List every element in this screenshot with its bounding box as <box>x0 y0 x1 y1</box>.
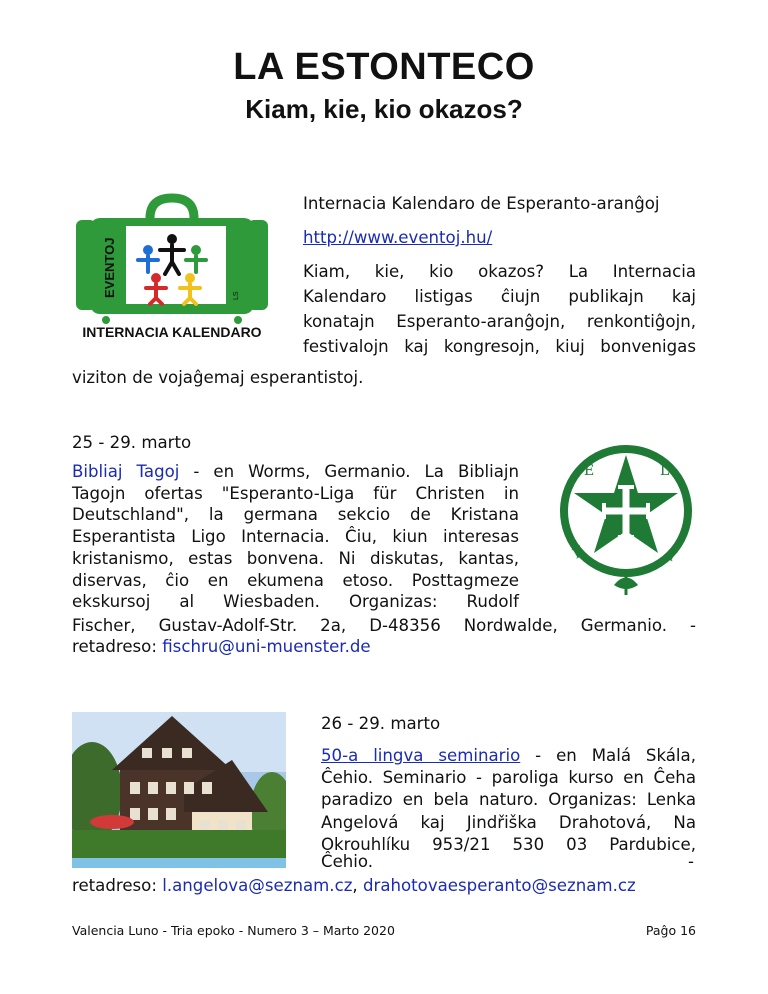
intro-paragraph <box>303 259 696 359</box>
event2-line: Angelová kaj Jindřiška Drahotová, Na <box>321 812 696 832</box>
event2-last-right: - <box>688 852 694 871</box>
event1-date: 25 - 29. marto <box>72 433 192 452</box>
event1-line: Deutschland", la germana sekcio de Kristana <box>72 505 519 525</box>
badge-letter-l: L <box>660 463 670 479</box>
intro-heading: Internacia Kalendaro de Esperanto-aranĝoj <box>303 194 660 213</box>
event2-date: 26 - 29. marto <box>321 714 441 733</box>
event2-first-rest: - en Malá Skála, <box>520 746 696 765</box>
intro-line: Kalendaro listigas ĉiujn publikajn kaj <box>303 287 696 306</box>
event2-retadreso <box>72 876 636 895</box>
badge-letter-i: I <box>666 548 679 566</box>
eventoj-side-text: EVENTOJ <box>102 237 117 298</box>
page-title: LA ESTONTECO <box>233 46 535 88</box>
event1-email-link[interactable]: fischru@uni-muenster.de <box>162 637 371 656</box>
badge-letter-k: K <box>570 543 588 563</box>
eventoj-link[interactable]: http://www.eventoj.hu/ <box>303 228 493 247</box>
event2-name-link[interactable]: 50-a lingva seminario <box>321 746 521 765</box>
keli-badge <box>556 435 696 605</box>
intro-last-line: viziton de vojaĝemaj esperantistoj. <box>72 368 364 387</box>
event1-line: ekskursoj al Wiesbaden. Organizas: Rudolf <box>72 592 519 612</box>
footer-page-number: Paĝo 16 <box>645 923 696 938</box>
logo-caption: INTERNACIA KALENDARO <box>82 324 262 340</box>
event2-first-line <box>321 745 696 767</box>
event1-first-line <box>72 461 519 483</box>
intro-line: festivalojn kaj kongresojn, kiuj bonvenigas <box>303 337 696 356</box>
event1-retadreso <box>72 637 371 656</box>
event2-last-left: Ĉehio. <box>321 852 374 871</box>
badge-letter-e: E <box>584 463 595 479</box>
event1-line: Tagojn ofertas "Esperanto-Liga für Christen in <box>72 483 519 503</box>
email-separator: , <box>352 876 363 895</box>
retadreso-label: retadreso: <box>72 637 163 656</box>
event2-email1-link[interactable]: l.angelova@seznam.cz <box>162 876 353 895</box>
page-subtitle: Kiam, kie, kio okazos? <box>245 94 523 124</box>
event1-name-link[interactable]: Bibliaj Tagoj <box>72 462 180 481</box>
event1-description <box>72 461 519 613</box>
logo-corner-text: LS <box>233 291 240 300</box>
event1-first-rest: - en Worms, Germanio. La Bibliajn <box>179 462 519 481</box>
event2-line: Okrouhlíku 953/21 530 03 Pardubice, <box>321 834 696 854</box>
footer-publication: Valencia Luno - Tria epoko - Numero 3 – Marto 2020 <box>72 923 395 938</box>
event1-wide-line: Fischer, Gustav-Adolf-Str. 2a, D-48356 Nordwalde, Germanio. - <box>72 616 696 635</box>
event1-line: Esperantista Ligo Internacia. Ĉiu, kiun interesas <box>72 527 519 547</box>
retadreso-label: retadreso: <box>72 876 163 895</box>
seminar-house-photo <box>72 712 286 868</box>
event1-line: kristanismo, estas bonvena. Ni diskutas, kantas, <box>72 548 519 568</box>
event2-line: Ĉehio. Seminario - paroliga kurso en Ĉeha <box>321 768 696 788</box>
intro-line: konatajn Esperanto-aranĝojn, renkontiĝojn, <box>303 312 696 331</box>
event2-email2-link[interactable]: drahotovaesperanto@seznam.cz <box>362 876 636 895</box>
event2-description <box>321 745 696 856</box>
intro-line: Kiam, kie, kio okazos? La Internacia <box>303 262 696 281</box>
event1-line: diservas, ĉio en ekumena etoso. Posttagmeze <box>72 570 519 590</box>
event2-line: paradizo en bela naturo. Organizas: Lenka <box>321 790 696 810</box>
